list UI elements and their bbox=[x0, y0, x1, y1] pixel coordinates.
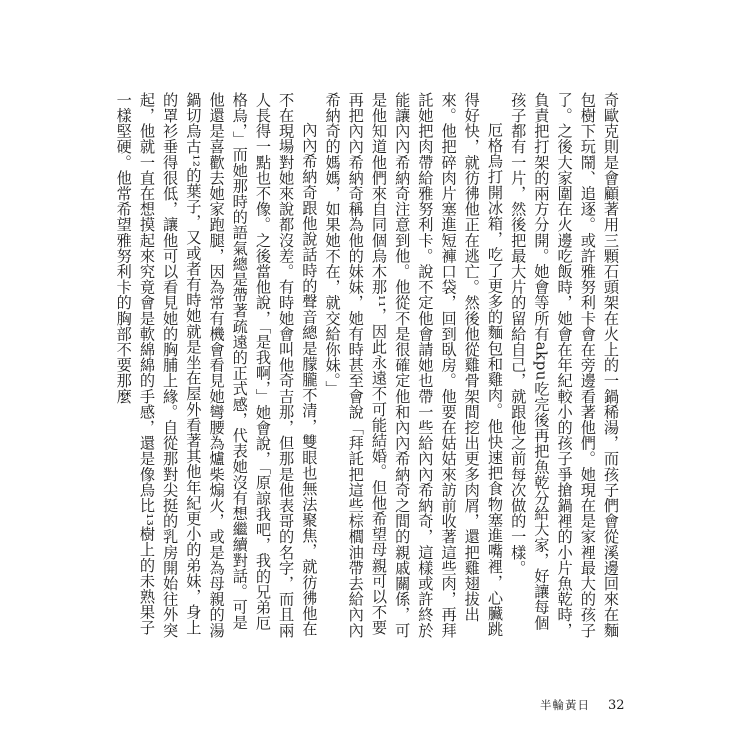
paragraph: 厄格烏打開冰箱，吃了更多的麵包和雞肉。他快速把食物塞進嘴裡，心臟跳得好快，就彷彿他正在逃亡。然後他從雞骨架間挖出更多肉屑，還把雞翅拔出來。他把碎肉片塞進短褲口袋，回到臥房。他要在姑姑來訪前收著這些肉，再拜託她把肉帶給雅努利卡。說不定他會請她也帶一些給內內希納奇，這樣或許終於能讓內內希納奇注意到他。他從不是很確定他和內內希納奇之間的親戚關係，可是他知道他們來自同個烏木那¹¹，因此永遠不可能結婚。但他希望母親可以不要再把內內希納奇稱為他的妹妹，她有時甚至會說「拜託把這些棕櫚油帶去給內內希納奇的媽媽，如果她不在，就交給你妹。」 bbox=[323, 92, 504, 638]
paragraph: 奇歐克則是會顧著用三顆石頭架在火上的一鍋稀湯，而孩子們會從溪邊回來在麵包樹下玩鬧、追逐。或許雅努利卡會在旁邊看著他們。她現在是家裡最大的孩子了。之後大家圍在火邊吃飯時，她會在年紀較小的孩子爭搶鍋裡的小片魚乾時，負責把打架的兩方分開。她會等所有akpu吃完後再把魚乾分給大家，好讓每個孩子都有一片，然後把最大片的留給自己，就跟他之前每次做的一樣。 bbox=[509, 92, 620, 638]
page-number: 32 bbox=[608, 698, 625, 713]
page-footer bbox=[540, 694, 625, 713]
body-text bbox=[102, 92, 622, 640]
running-title: 半輪黃日 bbox=[540, 698, 590, 712]
paragraph: 內內希納奇跟他說話時的聲音總是朦朧不清，雙眼也無法聚焦，就彷彿他在不在現場對她來說都沒差。有時她會叫他奇吉那，但那是他表哥的名字，而且兩人長得一點也不像。之後當他說，「是我啊，」她會說，「原諒我吧，我的兄弟厄格烏，」而她那時的語氣總是帶著疏遠的正式感，代表她沒有想繼續對話。可是他還是喜歡去她家跑腿，因為常有機會看見她彎腰為爐柴煽火，或是為母親的湯鍋切烏古¹²的葉子，又或者有時她就是坐在屋外看著其他年紀更小的弟妹，身上的罩衫垂得很低，讓他可以看見她的胸脯上緣。自從那對尖挺的乳房開始往外突起，他就一直在想摸起來究竟會是軟綿綿的手感，還是像烏比¹³樹上的未熟果子一樣堅硬。他常希望雅努利卡的胸部不要那麼 bbox=[114, 92, 319, 638]
